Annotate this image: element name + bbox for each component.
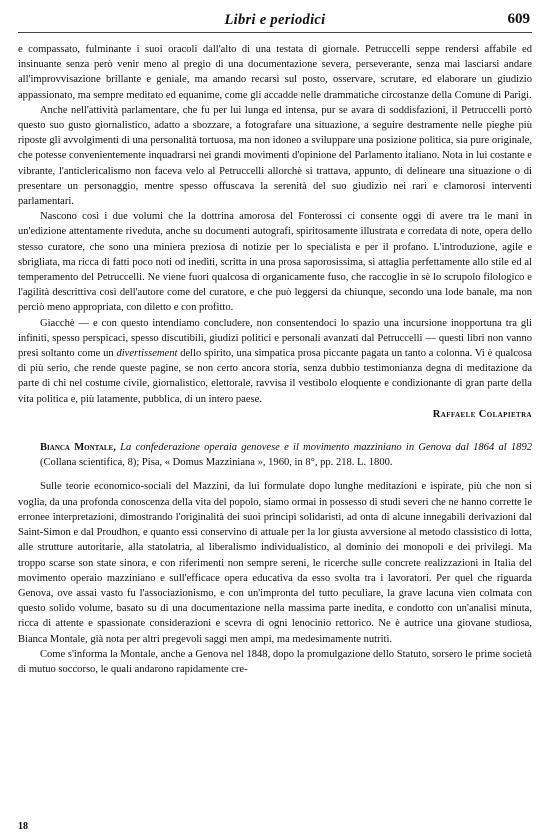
body-text: [18, 42, 532, 677]
paragraph-text: dello spirito, una simpatica prosa piccante pagata un tanto a colonna. Vi è qualcosa di più serio, che rende queste pagine, se non certo ancora storia, senza dubbio testimonianza degna di meditazione da parte di chi nel costume civile, giornalistico, elettorale, ravvisa il vestibolo eloquente e condizionante di gran parte della vita politica e, più latamente, pubblica, di un intero paese.: [18, 348, 532, 405]
paragraph: e compassato, fulminante i suoi oracoli dall'alto di una testata di giornale. Petruccelli seppe rendersi affabile ed insinuante senza però venir meno al pregio di una documentazione severa, perseverante, senza mai lasciarsi andare all'improvvisazione brillante e geniale, ma amando recarsi sul posto, osservare, scrutare, ed elaborare un giudizio appassionato, ma sempre meditato ed equanime, come gli accadde nelle drammatiche circostanze della Comune di Parigi.: [18, 44, 532, 101]
running-title: Libri e periodici: [224, 12, 326, 28]
page-number: 609: [507, 11, 530, 27]
running-head: [18, 10, 532, 33]
paragraph: Nascono così i due volumi che la dottrina amorosa del Fonterossi ci consente oggi di avere tra le mani in un'edizione attentamente riveduta, anche su documenti autografi, spiritosamente illustrata e corredata di note, opera dello stesso curatore, che sono una miniera preziosa di notizie per lo specialista e per il profano. L'introduzione, agile e sbrigliata, ma ricca di fatti poco noti od inediti, scritta in una prosa saporosissima, si attaglia perfettamente allo stile ed al temperamento del Petruccelli. Ne viene fuori qualcosa di organicamente fuso, che raccoglie in sè lo scrupolo filologico e l'agilità descrittiva così dell'autore come del curatore, e che può leggersi da chiunque, secondo una lode banale, ma non perciò meno appropriata, con diletto e con profitto.: [18, 211, 532, 314]
paragraph: Come s'informa la Montale, anche a Genova nel 1848, dopo la promulgazione dello Statuto, sorsero le prime società di mutuo soccorso, le quali andarono rapidamente cre-: [18, 648, 532, 675]
spacer: [18, 470, 532, 479]
paragraph-text: Giacchè — e con questo intendiamo concludere, non consentendoci lo spazio una incursione inopportuna tra gli infiniti, spesso perspicaci, spesso discutibili, giudizi politici e personali avanzati dal Petruccelli — questi libri non vanno presi soltanto come un: [18, 317, 532, 360]
signature-mark: 18: [18, 821, 28, 832]
paragraph: [18, 316, 532, 407]
review-separator: [18, 422, 532, 440]
journal-page: [18, 10, 532, 677]
book-author: Bianca Montale,: [40, 442, 116, 454]
book-title: La confederazione operaia genovese e il movimento mazziniano in Genova dal 1864 al 1892: [120, 442, 532, 454]
reviewer-signature: Raffaele Colapietra: [432, 408, 532, 420]
emphasis-term: divertissement: [116, 348, 178, 360]
review-bibliographic-heading: [18, 440, 532, 470]
signature-line: [18, 407, 532, 422]
publication-details: (Collana scientifica, 8); Pisa, « Domus Mazziniana », 1960, in 8°, pp. 218. L. 1800.: [40, 457, 393, 469]
paragraph: Anche nell'attività parlamentare, che fu per lui lunga ed intensa, pur se avara di soddisfazioni, il Petruccelli portò questo suo gusto giornalistico, adatto a sbozzare, a fotografare una situazione, a seguire destramente nelle pieghe più riposte gli avvolgimenti di una personalità tortuosa, ma non idoneo a sviluppare una posizione politica, sia pure originale, che potesse convenientemente inquadrarsi nei grandi movimenti d'opinione del Parlamento italiano. Nota in lui costante e vibrante, l'anticlericalismo non faceva velo al Petruccelli allorchè si trattava, appunto, di delineare una situazione o di presentare un personaggio, mentre spesso offuscava la serenità del suo giudizio nei rari e clamorosi interventi parlamentari.: [18, 104, 532, 208]
paragraph: Sulle teorie economico-sociali del Mazzini, da lui formulate dopo lunghe meditazioni e ispirate, più che non si voglia, da una profonda conoscenza della vita del popolo, siamo ormai in possesso di studi severi che ne hanno corrette le erronee interpretazioni, dimostrando l'originalità dei suoi principi solidaristi, ad onta di alcune innegabili derivazioni dal Saint-Simon e dal Proudhon, e quanto essi conservino di attuale per la lor giusta avversione al metodo classistico di lotta, alle strutture autoritarie, alla statolatria, al liberalismo individualistico, al dominio dei monopoli e dei privilegi. Ma troppo scarse son state sinora, e con riferimenti non sempre sereni, le ricerche sulle concrete realizzazioni in Italia del movimento operaio mazziniano e sull'efficace opera educativa da esso svolta tra i lavoratori. Per quel che riguarda Genova, ove assai vasto fu l'associazionismo, e con un'impronta del tutto peculiare, la grave lacuna vien colmata con questo solido volume, basato su di una documentazione nella massima parte inedita, e condotto con un'analisi minuta, ricca di attente e spassionate considerazioni e scevra di ogni lenocinio rettorico. Ne è autrice una giovane studiosa, Bianca Montale, già nota per altri pregevoli saggi men ampi, ma medesimamente nutriti.: [18, 481, 532, 645]
